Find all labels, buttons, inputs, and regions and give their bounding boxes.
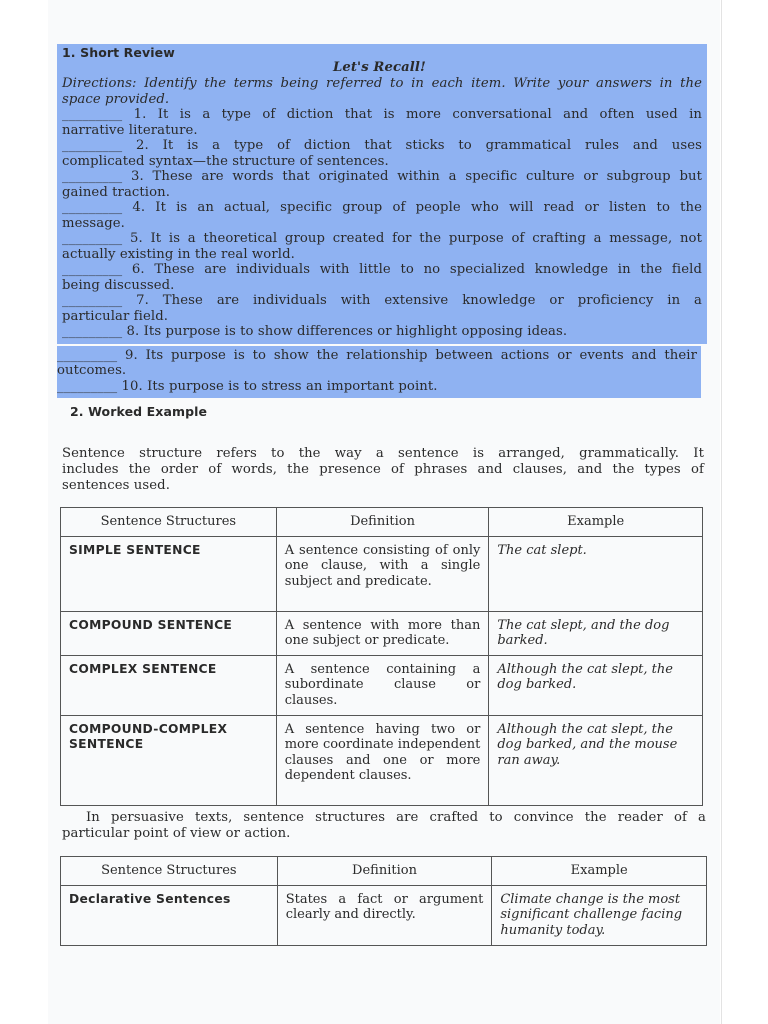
review-item-5-line-2: actually existing in the real world. (62, 247, 295, 262)
column-header: Example (489, 508, 703, 537)
review-item-2-line-2: complicated syntax—the structure of sentences. (62, 154, 389, 169)
row-example: The cat slept, and the dog barked. (489, 611, 703, 655)
column-header: Sentence Structures (61, 508, 277, 537)
row-term: COMPLEX SENTENCE (61, 655, 277, 715)
row-definition: States a fact or argument clearly and directly. (277, 885, 492, 945)
review-item-4-line-2: message. (62, 216, 125, 231)
review-item-6-line-2: being discussed. (62, 278, 175, 293)
row-example: The cat slept. (489, 536, 703, 611)
section-heading-worked: 2. Worked Example (70, 404, 208, 419)
intro-line-1: Sentence structure refers to the way a sentence is arranged, grammatically. It (62, 446, 704, 461)
intro-line-3: sentences used. (62, 478, 171, 493)
persuasive-structures-table (60, 856, 707, 946)
review-item-3-line-2: gained traction. (62, 185, 171, 200)
review-item-1-line-1: _________ 1. It is a type of diction that is more conversational and often used in (62, 107, 702, 122)
table-row (61, 715, 703, 805)
review-item-3-line-1: _________ 3. These are words that originated within a specific culture or subgroup but (62, 169, 702, 184)
persuasive-line-2: particular point of view or action. (62, 826, 291, 841)
row-example: Although the cat slept, the dog barked. (489, 655, 703, 715)
table-row (61, 536, 703, 611)
review-item-4-line-1: _________ 4. It is an actual, specific group of people who will read or listen to the (62, 200, 702, 215)
row-term: COMPOUND-COMPLEX SENTENCE (61, 715, 277, 805)
row-term: SIMPLE SENTENCE (61, 536, 277, 611)
row-example: Climate change is the most significant challenge facing humanity today. (492, 885, 707, 945)
column-header: Definition (277, 857, 492, 886)
row-definition: A sentence having two or more coordinate independent clauses and one or more dependent clauses. (276, 715, 489, 805)
row-definition: A sentence containing a subordinate clause or clauses. (276, 655, 489, 715)
table-row (61, 611, 703, 655)
table-row (61, 655, 703, 715)
column-header: Example (492, 857, 707, 886)
review-item-9-line-1: _________ 9. Its purpose is to show the relationship between actions or events and their (57, 348, 697, 363)
table-header-row (61, 857, 707, 886)
directions-line-1: Directions: Identify the terms being referred to in each item. Write your answers in the (62, 76, 702, 91)
row-definition: A sentence with more than one subject or predicate. (276, 611, 489, 655)
review-item-7-line-1: _________ 7. These are individuals with extensive knowledge or proficiency in a (62, 293, 702, 308)
review-item-1-line-2: narrative literature. (62, 123, 198, 138)
row-term: Declarative Sentences (61, 885, 278, 945)
review-item-10: _________ 10. Its purpose is to stress an important point. (57, 379, 438, 394)
table-row (61, 885, 707, 945)
persuasive-line-1: In persuasive texts, sentence structures are crafted to convince the reader of a (86, 810, 706, 825)
review-item-2-line-1: _________ 2. It is a type of diction that sticks to grammatical rules and uses (62, 138, 702, 153)
review-item-6-line-1: _________ 6. These are individuals with little to no specialized knowledge in the field (62, 262, 702, 277)
row-example: Although the cat slept, the dog barked, and the mouse ran away. (489, 715, 703, 805)
directions-line-2: space provided. (62, 92, 170, 107)
intro-line-2: includes the order of words, the presence of phrases and clauses, and the types of (62, 462, 704, 477)
row-definition: A sentence consisting of only one clause, with a single subject and predicate. (276, 536, 489, 611)
review-item-5-line-1: _________ 5. It is a theoretical group created for the purpose of crafting a message, not (62, 231, 702, 246)
section-heading-review: 1. Short Review (62, 45, 175, 60)
column-header: Definition (276, 508, 489, 537)
table-header-row (61, 508, 703, 537)
column-header: Sentence Structures (61, 857, 278, 886)
review-item-7-line-2: particular field. (62, 309, 169, 324)
review-subheading: Let's Recall! (333, 60, 426, 75)
row-term: COMPOUND SENTENCE (61, 611, 277, 655)
review-item-8: _________ 8. Its purpose is to show differences or highlight opposing ideas. (62, 324, 568, 339)
review-item-9-line-2: outcomes. (57, 363, 127, 378)
page-edge (721, 0, 722, 1024)
sentence-structures-table (60, 507, 703, 806)
